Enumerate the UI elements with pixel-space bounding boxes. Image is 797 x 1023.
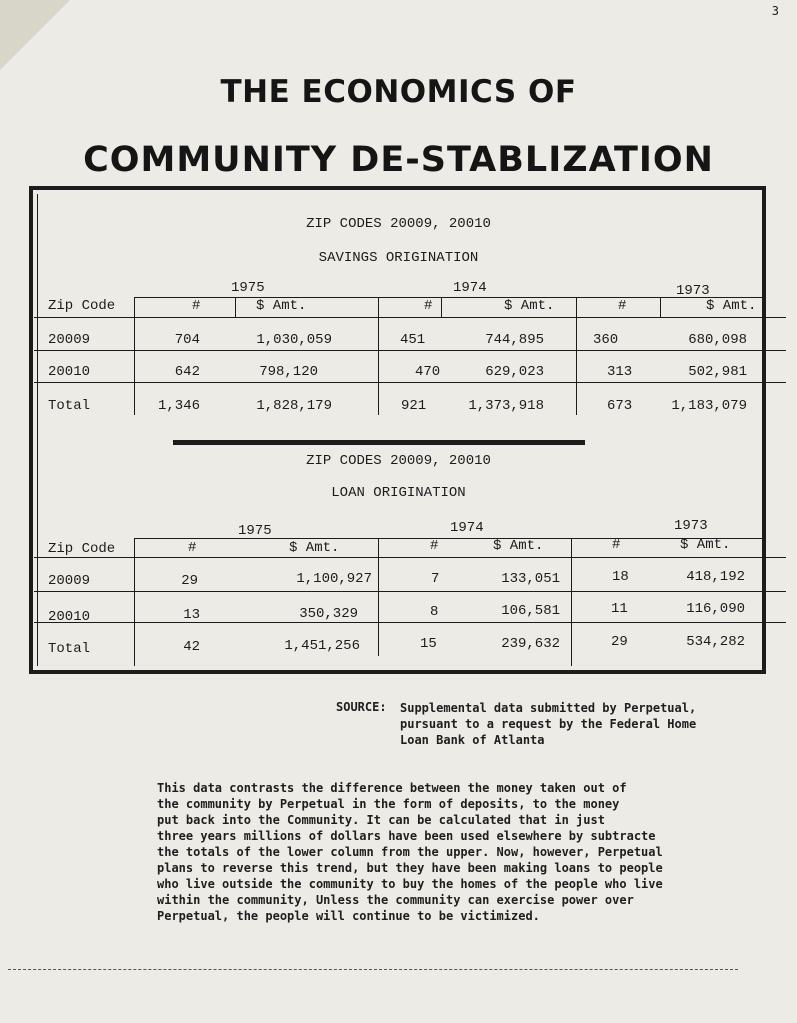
savings-cell: 629,023	[485, 364, 544, 380]
savings-row-rule	[34, 382, 786, 383]
loan-heading-zip: ZIP CODES 20009, 20010	[306, 453, 491, 469]
paragraph-line: the community by Perpetual in the form of deposits, to the money	[157, 797, 620, 811]
savings-year-1974: 1974	[453, 280, 487, 296]
loan-cell: 1,451,256	[284, 638, 360, 654]
loan-amt-header-1974: $ Amt.	[493, 538, 544, 554]
savings-col-divider-1b	[235, 297, 236, 317]
loan-cell: 42	[183, 639, 200, 655]
loan-heading-title: LOAN ORIGINATION	[331, 485, 466, 501]
savings-cell: 642	[174, 364, 200, 380]
loan-cell: 116,090	[686, 601, 745, 617]
savings-year-1975: 1975	[231, 280, 265, 296]
bottom-dashed-rule	[8, 969, 738, 970]
loan-cell: 13	[183, 607, 200, 623]
source-line: Loan Bank of Atlanta	[400, 733, 545, 747]
savings-heading-zip: ZIP CODES 20009, 20010	[306, 216, 491, 232]
paragraph-line: put back into the Community. It can be calculated that in just	[157, 813, 605, 827]
loan-cell: 18	[612, 569, 629, 585]
savings-count-header-1975: #	[192, 298, 201, 314]
loan-row-rule	[34, 591, 786, 592]
loan-cell: 239,632	[501, 636, 560, 652]
savings-count-header-1974: #	[424, 298, 433, 314]
savings-col-divider-2b	[441, 297, 442, 317]
paragraph-line: the totals of the lower column from the upper. Now, however, Perpetual	[157, 845, 663, 859]
source-line: pursuant to a request by the Federal Home	[400, 717, 697, 731]
savings-col-divider-3b	[660, 297, 661, 317]
loan-amt-header-1973: $ Amt.	[680, 537, 731, 553]
loan-cell: 534,282	[686, 634, 745, 650]
savings-cell: 1,373,918	[468, 398, 544, 414]
savings-col-divider-3	[576, 297, 577, 415]
source-text	[400, 700, 760, 748]
savings-amt-header-1974: $ Amt.	[504, 298, 555, 314]
paragraph-line: plans to reverse this trend, but they have been making loans to people	[157, 861, 663, 875]
paragraph-line: This data contrasts the difference between the money taken out of	[157, 781, 627, 795]
loan-cell: 29	[181, 573, 198, 589]
loan-amt-header-1975: $ Amt.	[289, 540, 340, 556]
title-line-2: COMMUNITY DE-STABLIZATION	[83, 140, 714, 180]
savings-row-rule	[34, 350, 786, 351]
loan-col-divider-2	[378, 538, 379, 656]
source-line: Supplemental data submitted by Perpetual,	[400, 701, 697, 715]
savings-header-rule	[34, 317, 786, 318]
loan-col-divider-1	[134, 538, 135, 666]
loan-row-label: 20009	[48, 573, 91, 589]
savings-row-label: 20009	[48, 332, 91, 348]
page-number: 3	[771, 4, 779, 18]
savings-count-header-1973: #	[618, 298, 627, 314]
savings-cell: 1,030,059	[256, 332, 332, 348]
paragraph-line: three years millions of dollars have been used elsewhere by subtracte	[157, 829, 656, 843]
savings-amt-header-1975: $ Amt.	[256, 298, 307, 314]
savings-cell: 673	[607, 398, 633, 414]
savings-col-divider-2	[378, 297, 379, 415]
loan-cell: 1,100,927	[296, 571, 372, 587]
savings-heading-title: SAVINGS ORIGINATION	[318, 250, 479, 266]
savings-amt-header-1973: $ Amt.	[706, 298, 757, 314]
savings-cell: 704	[174, 332, 200, 348]
savings-cell: 1,346	[157, 398, 200, 414]
loan-cell: 7	[431, 571, 440, 587]
loan-header-rule	[34, 557, 786, 558]
loan-cell: 11	[611, 601, 628, 617]
savings-year-1973: 1973	[676, 283, 710, 299]
source-label: SOURCE:	[336, 700, 387, 714]
savings-zip-header: Zip Code	[48, 298, 116, 314]
savings-cell: 744,895	[485, 332, 544, 348]
loan-col-divider-3	[571, 538, 572, 666]
loan-row-label: 20010	[48, 609, 91, 625]
loan-cell: 8	[430, 604, 439, 620]
section-divider-bar	[173, 440, 585, 445]
savings-cell: 502,981	[688, 364, 747, 380]
loan-cell: 15	[420, 636, 437, 652]
savings-year-rule	[134, 297, 764, 298]
loan-year-1974: 1974	[450, 520, 484, 536]
loan-zip-header: Zip Code	[48, 541, 116, 557]
loan-count-header-1973: #	[612, 537, 621, 553]
savings-cell: 680,098	[688, 332, 747, 348]
savings-cell: 1,183,079	[671, 398, 747, 414]
paragraph-line: within the community, Unless the community can exercise power over	[157, 893, 634, 907]
explanation-paragraph	[157, 780, 663, 924]
savings-cell: 798,120	[259, 364, 318, 380]
savings-cell: 360	[593, 332, 619, 348]
savings-cell: 313	[607, 364, 633, 380]
page-corner-fold	[0, 0, 70, 70]
loan-year-1975: 1975	[238, 523, 272, 539]
loan-row-rule	[34, 622, 786, 623]
paragraph-line: who live outside the community to buy the homes of the people who live	[157, 877, 663, 891]
loan-cell: 106,581	[501, 603, 560, 619]
paragraph-line: Perpetual, the people will continue to be victimized.	[157, 909, 540, 923]
loan-year-rule	[134, 538, 764, 539]
loan-cell: 418,192	[686, 569, 745, 585]
savings-cell: 1,828,179	[256, 398, 332, 414]
savings-cell: 470	[415, 364, 441, 380]
savings-row-label: 20010	[48, 364, 91, 380]
loan-count-header-1974: #	[430, 538, 439, 554]
loan-year-1973: 1973	[674, 518, 708, 534]
title-line-1: THE ECONOMICS OF	[220, 74, 577, 110]
loan-count-header-1975: #	[188, 540, 197, 556]
loan-cell: 29	[611, 634, 628, 650]
savings-col-divider-1	[134, 297, 135, 415]
loan-cell: 133,051	[501, 571, 560, 587]
loan-row-label: Total	[48, 641, 91, 657]
savings-cell: 921	[401, 398, 427, 414]
savings-cell: 451	[400, 332, 426, 348]
savings-row-label: Total	[48, 398, 91, 414]
loan-cell: 350,329	[299, 606, 358, 622]
